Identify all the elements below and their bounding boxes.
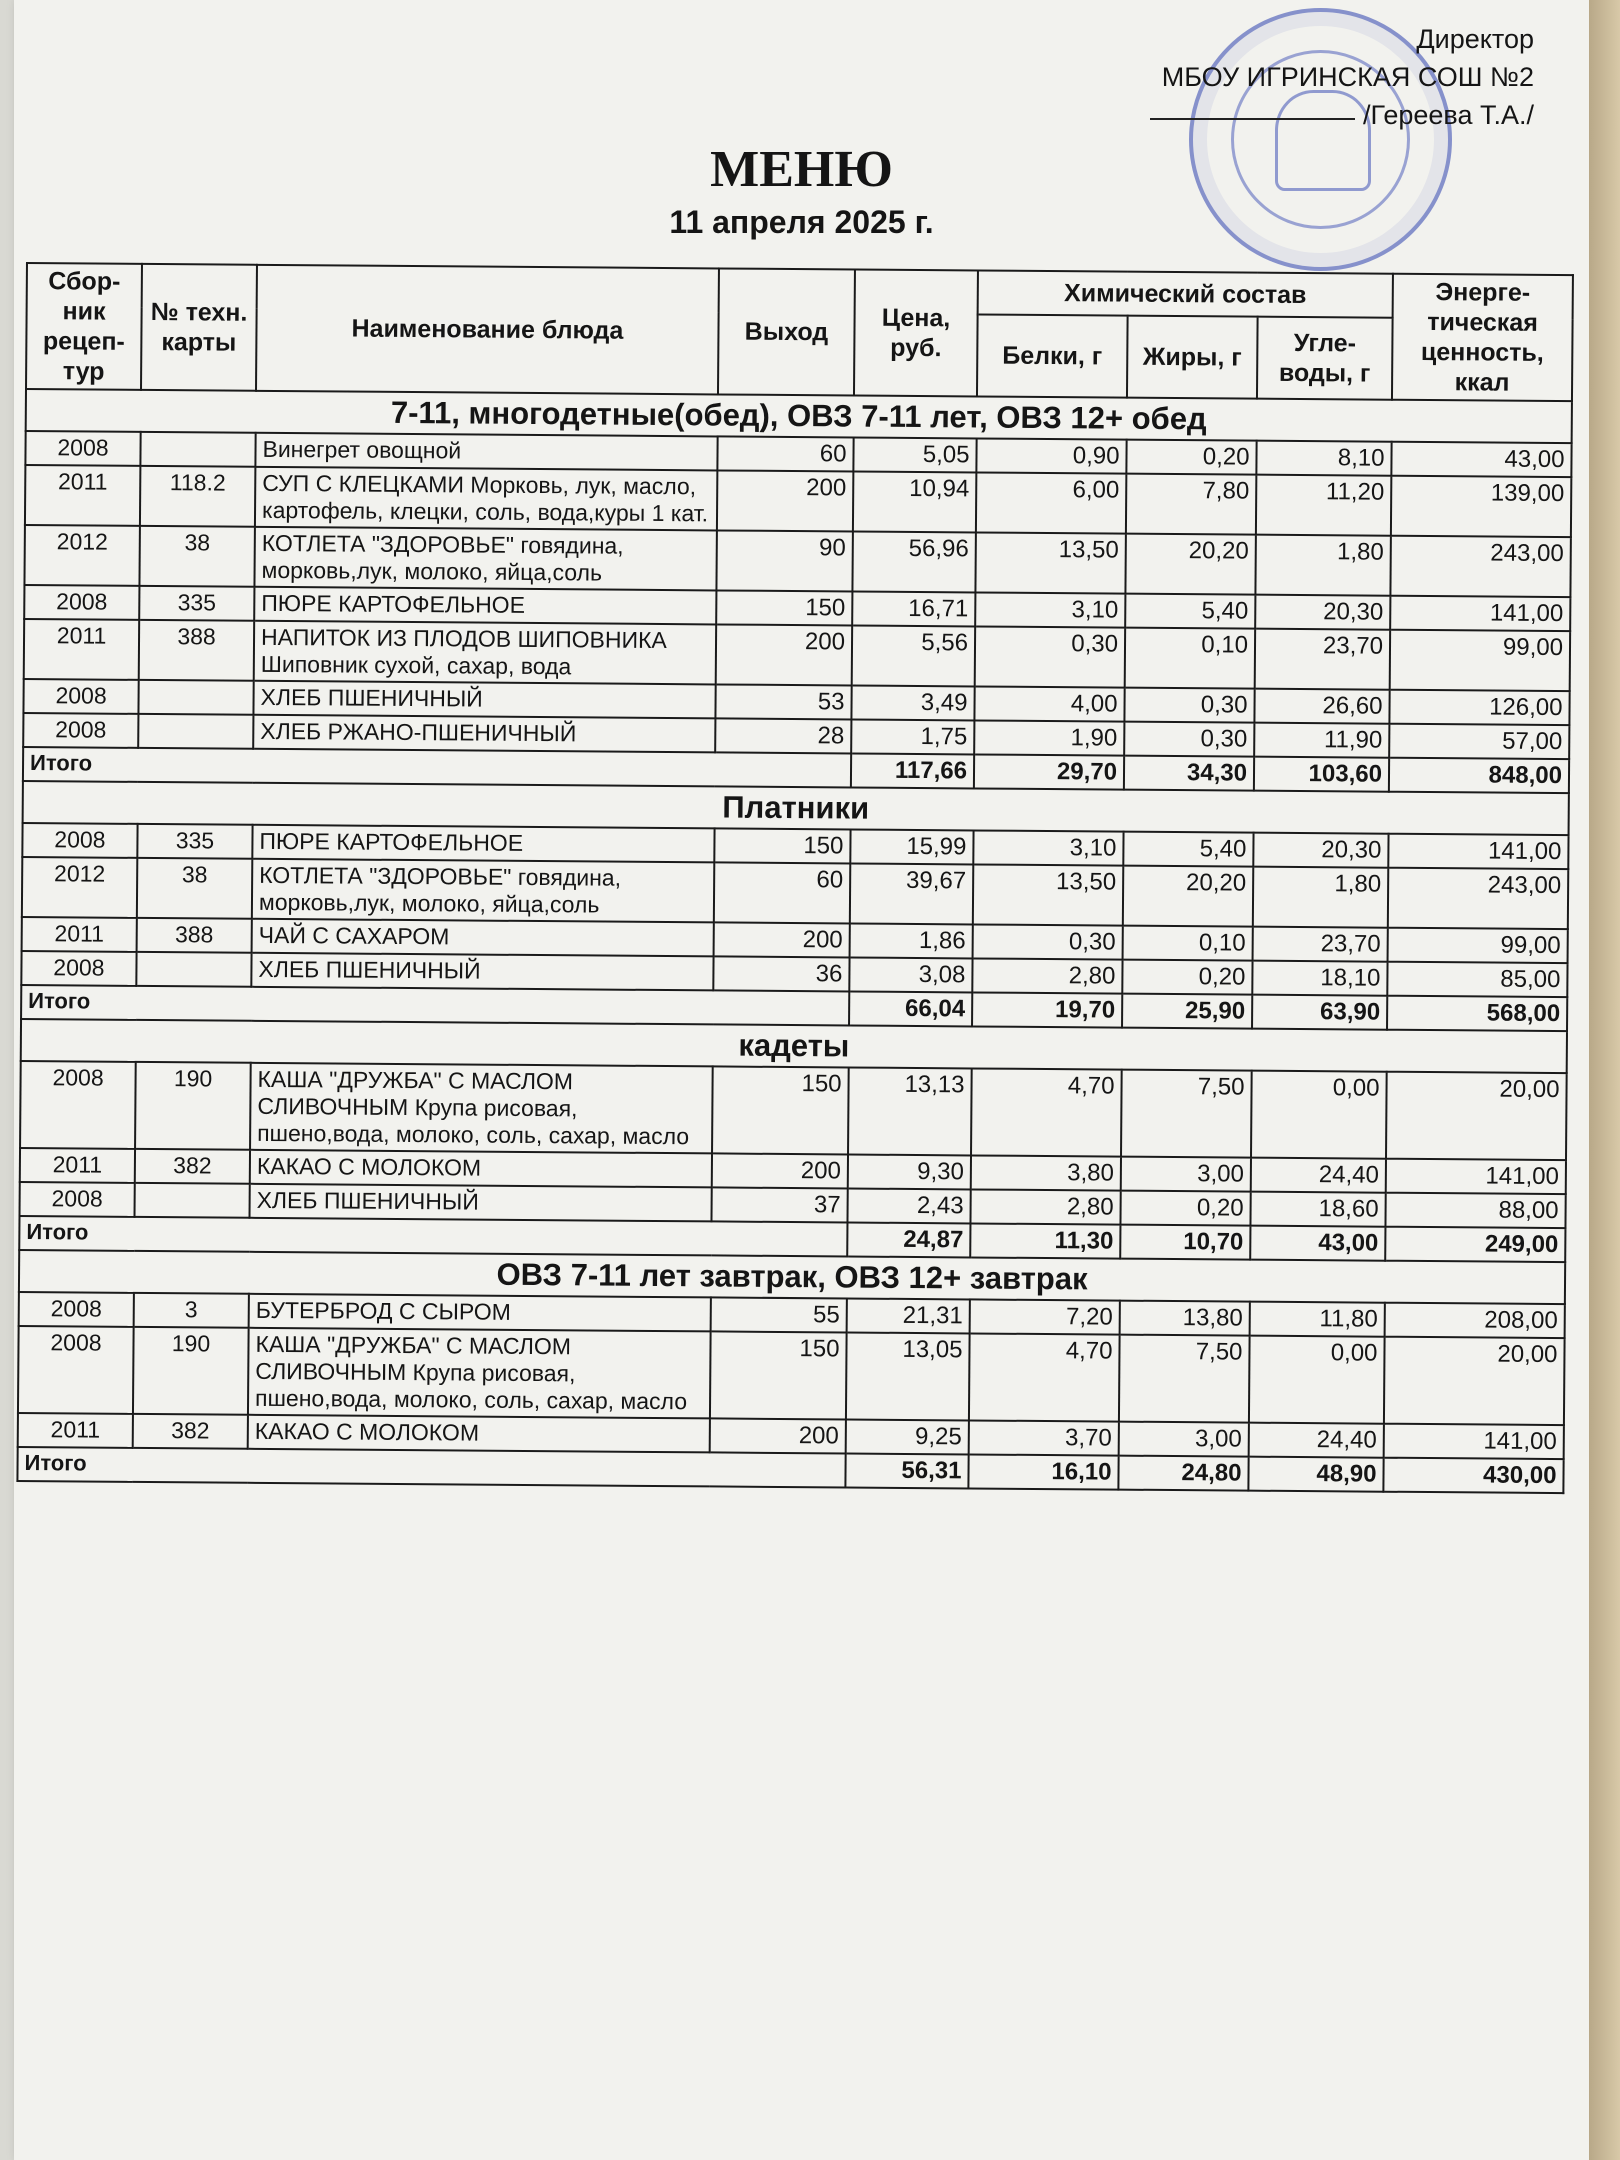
total-carbs: 63,90 [1252, 995, 1387, 1030]
approval-school: МБОУ ИГРИНСКАЯ СОШ №2 [1161, 62, 1534, 92]
dish-energy: 141,00 [1386, 1159, 1566, 1194]
dish-carbs: 0,00 [1249, 1336, 1385, 1424]
header-chem: Химический состав [978, 270, 1393, 318]
tech-card-number: 190 [135, 1062, 251, 1150]
recipe-collection: 2011 [24, 619, 139, 680]
dish-energy: 99,00 [1390, 630, 1570, 691]
menu-sheet [14, 0, 1589, 2160]
total-price: 117,66 [851, 753, 974, 788]
dish-name: КАКАО С МОЛОКОМ [250, 1150, 712, 1188]
dish-price: 1,75 [851, 719, 974, 754]
dish-name: ХЛЕБ ПШЕНИЧНЫЙ [250, 1184, 712, 1222]
tech-card-number: 388 [137, 918, 252, 953]
dish-energy: 243,00 [1390, 536, 1570, 597]
recipe-collection: 2012 [22, 857, 137, 918]
dish-proteins: 0,30 [973, 924, 1123, 959]
dish-yield: 200 [710, 1418, 846, 1453]
dish-carbs: 24,40 [1249, 1423, 1384, 1458]
total-fats: 25,90 [1122, 994, 1252, 1029]
dish-fats: 0,20 [1122, 960, 1252, 995]
dish-carbs: 11,80 [1250, 1302, 1385, 1337]
dish-energy: 20,00 [1384, 1337, 1565, 1425]
dish-price: 16,71 [852, 592, 975, 627]
dish-name: ХЛЕБ РЖАНО-ПШЕНИЧНЫЙ [253, 715, 715, 753]
dish-fats: 3,00 [1121, 1157, 1251, 1192]
tech-card-number: 335 [137, 824, 252, 859]
dish-name: КОТЛЕТА "ЗДОРОВЬЕ" говядина, морковь,лук, молоко, яйца,соль [252, 859, 714, 923]
dish-proteins: 3,10 [975, 592, 1125, 627]
dish-name: КАША "ДРУЖБА" С МАСЛОМ СЛИВОЧНЫМ Крупа рисовая, пшено,вода, молоко, соль, сахар, масло [250, 1063, 713, 1154]
dish-energy: 141,00 [1388, 834, 1568, 869]
dish-carbs: 1,80 [1255, 535, 1390, 596]
dish-name: Винегрет овощной [255, 433, 717, 471]
page-title: МЕНЮ [710, 141, 893, 198]
header-proteins: Белки, г [977, 315, 1128, 398]
recipe-collection: 2008 [23, 679, 138, 714]
total-price: 56,31 [845, 1453, 968, 1488]
tech-card-number: 3 [134, 1293, 249, 1328]
dish-name: КОТЛЕТА "ЗДОРОВЬЕ" говядина, морковь,лук, молоко, яйца,соль [254, 527, 716, 591]
dish-price: 5,05 [853, 438, 976, 473]
dish-carbs: 24,40 [1251, 1158, 1386, 1193]
dish-name: ЧАЙ С САХАРОМ [252, 919, 714, 957]
header-energy: Энерге-тическая ценность, ккал [1392, 274, 1573, 401]
dish-energy: 85,00 [1387, 962, 1567, 997]
recipe-collection: 2008 [19, 1292, 134, 1327]
dish-carbs: 8,10 [1256, 441, 1391, 476]
dish-fats: 0,10 [1123, 926, 1253, 961]
dish-price: 9,30 [848, 1154, 971, 1189]
desk-edge [1589, 0, 1620, 2160]
total-energy: 249,00 [1385, 1227, 1565, 1262]
dish-proteins: 3,80 [971, 1155, 1121, 1190]
recipe-collection: 2008 [20, 1061, 136, 1149]
dish-yield: 53 [715, 684, 851, 719]
dish-name: ПЮРЕ КАРТОФЕЛЬНОЕ [254, 587, 716, 625]
header-carbs: Угле-воды, г [1257, 317, 1393, 400]
dish-proteins: 0,30 [975, 626, 1125, 687]
dish-energy: 57,00 [1389, 724, 1569, 759]
dish-yield: 36 [713, 956, 849, 991]
dish-proteins: 1,90 [974, 720, 1124, 755]
dish-name: НАПИТОК ИЗ ПЛОДОВ ШИПОВНИКА Шиповник сухой, сахар, вода [254, 621, 716, 685]
total-proteins: 16,10 [968, 1454, 1118, 1489]
dish-yield: 200 [717, 470, 853, 531]
dish-energy: 141,00 [1384, 1424, 1564, 1459]
total-fats: 34,30 [1124, 756, 1254, 791]
dish-energy: 243,00 [1388, 868, 1568, 929]
recipe-collection: 2008 [21, 951, 136, 986]
signature-line [1150, 118, 1355, 120]
total-energy: 848,00 [1389, 758, 1569, 793]
dish-yield: 150 [714, 828, 850, 863]
header-name: Наименование блюда [256, 265, 719, 395]
header-card: № техн. карты [141, 264, 257, 391]
dish-fats: 7,80 [1126, 474, 1256, 535]
tech-card-number: 382 [133, 1414, 248, 1449]
total-label: Итого [23, 747, 851, 788]
dish-name: КАКАО С МОЛОКОМ [248, 1415, 710, 1453]
dish-fats: 0,20 [1126, 440, 1256, 475]
dish-fats: 0,30 [1124, 688, 1254, 723]
dish-proteins: 13,50 [975, 532, 1125, 593]
dish-name: ПЮРЕ КАРТОФЕЛЬНОЕ [252, 825, 714, 863]
dish-price: 2,43 [847, 1188, 970, 1223]
tech-card-number: 38 [139, 526, 254, 587]
dish-yield: 150 [710, 1331, 847, 1419]
dish-carbs: 1,80 [1253, 867, 1388, 928]
total-fats: 10,70 [1120, 1225, 1250, 1260]
dish-price: 5,56 [852, 625, 975, 686]
dish-name: ХЛЕБ ПШЕНИЧНЫЙ [253, 681, 715, 719]
dish-carbs: 20,30 [1253, 833, 1388, 868]
total-label: Итого [19, 1216, 847, 1257]
section-title: кадеты [21, 1019, 1567, 1073]
dish-carbs: 11,20 [1256, 475, 1391, 536]
total-carbs: 48,90 [1248, 1457, 1383, 1492]
dish-energy: 20,00 [1386, 1072, 1567, 1160]
dish-yield: 200 [716, 624, 852, 685]
approval-signature: /Гереева Т.А./ [1363, 100, 1534, 130]
recipe-collection: 2011 [18, 1413, 133, 1448]
dish-price: 15,99 [850, 829, 973, 864]
dish-price: 3,08 [849, 957, 972, 992]
header-collection: Сбор-ник рецеп-тур [26, 263, 142, 390]
dish-proteins: 4,70 [971, 1068, 1122, 1156]
dish-energy: 141,00 [1390, 596, 1570, 631]
dish-fats: 20,20 [1125, 534, 1255, 595]
total-fats: 24,80 [1118, 1456, 1248, 1491]
recipe-collection: 2008 [23, 713, 138, 748]
dish-carbs: 0,00 [1251, 1071, 1387, 1159]
approval-position: Директор [1416, 24, 1534, 54]
total-proteins: 29,70 [974, 754, 1124, 789]
dish-yield: 37 [711, 1187, 847, 1222]
dish-yield: 60 [714, 862, 850, 923]
dish-proteins: 3,10 [973, 830, 1123, 865]
dish-carbs: 23,70 [1253, 927, 1388, 962]
menu-table [16, 262, 1574, 1494]
dish-yield: 200 [714, 922, 850, 957]
dish-proteins: 6,00 [976, 472, 1126, 533]
dish-energy: 43,00 [1391, 442, 1571, 477]
dish-carbs: 23,70 [1255, 629, 1390, 690]
total-proteins: 11,30 [970, 1223, 1120, 1258]
dish-carbs: 11,90 [1254, 723, 1389, 758]
dish-proteins: 0,90 [976, 438, 1126, 473]
dish-price: 56,96 [852, 532, 975, 593]
dish-fats: 5,40 [1125, 594, 1255, 629]
dish-fats: 20,20 [1123, 866, 1253, 927]
tech-card-number: 118.2 [140, 466, 255, 527]
header-row [27, 263, 1573, 320]
recipe-collection: 2011 [22, 917, 137, 952]
dish-energy: 99,00 [1388, 928, 1568, 963]
table-row [20, 1061, 1567, 1160]
dish-yield: 150 [716, 590, 852, 625]
total-energy: 430,00 [1383, 1458, 1563, 1493]
dish-name: ХЛЕБ ПШЕНИЧНЫЙ [251, 953, 713, 991]
recipe-collection: 2008 [18, 1326, 134, 1414]
dish-fats: 13,80 [1120, 1301, 1250, 1336]
dish-name: СУП С КЛЕЦКАМИ Морковь, лук, масло, картофель, клецки, соль, вода,куры 1 кат. [255, 467, 717, 531]
total-carbs: 103,60 [1254, 757, 1389, 792]
dish-proteins: 4,70 [969, 1333, 1120, 1421]
tech-card-number [138, 680, 253, 715]
dish-proteins: 2,80 [972, 958, 1122, 993]
dish-fats: 3,00 [1119, 1422, 1249, 1457]
dish-price: 10,94 [853, 472, 976, 533]
dish-proteins: 2,80 [970, 1189, 1120, 1224]
dish-price: 39,67 [850, 863, 973, 924]
tech-card-number [140, 432, 255, 467]
recipe-collection: 2011 [20, 1148, 135, 1183]
dish-fats: 0,20 [1120, 1191, 1250, 1226]
dish-fats: 7,50 [1119, 1335, 1250, 1423]
dish-yield: 60 [717, 436, 853, 471]
dish-price: 13,13 [848, 1067, 972, 1155]
dish-price: 13,05 [846, 1332, 970, 1420]
dish-energy: 139,00 [1391, 476, 1571, 537]
dish-carbs: 18,10 [1252, 961, 1387, 996]
total-carbs: 43,00 [1250, 1226, 1385, 1261]
header-fats: Жиры, г [1127, 316, 1258, 399]
dish-price: 21,31 [847, 1298, 970, 1333]
section-title: Платники [23, 781, 1569, 835]
total-label: Итого [17, 1447, 845, 1488]
dish-proteins: 4,00 [974, 686, 1124, 721]
tech-card-number: 335 [139, 586, 254, 621]
total-energy: 568,00 [1387, 996, 1567, 1031]
menu-date: 11 апреля 2025 г. [669, 204, 934, 240]
dish-energy: 208,00 [1385, 1303, 1565, 1338]
dish-carbs: 18,60 [1250, 1192, 1385, 1227]
dish-yield: 28 [715, 718, 851, 753]
dish-fats: 0,10 [1125, 628, 1255, 689]
tech-card-number [135, 1183, 250, 1218]
dish-fats: 0,30 [1124, 722, 1254, 757]
section-title: 7-11, многодетные(обед), ОВЗ 7-11 лет, ОВЗ 12+ обед [26, 389, 1572, 443]
dish-proteins: 3,70 [969, 1420, 1119, 1455]
dish-fats: 5,40 [1123, 832, 1253, 867]
dish-proteins: 7,20 [970, 1299, 1120, 1334]
tech-card-number [138, 714, 253, 749]
recipe-collection: 2012 [24, 525, 139, 586]
dish-yield: 150 [712, 1066, 849, 1154]
dish-price: 1,86 [850, 923, 973, 958]
tech-card-number [136, 952, 251, 987]
menu-body [17, 389, 1572, 1493]
approval-block [1150, 20, 1534, 134]
recipe-collection: 2008 [24, 585, 139, 620]
table-row [18, 1326, 1565, 1425]
recipe-collection: 2008 [22, 823, 137, 858]
dish-name: КАША "ДРУЖБА" С МАСЛОМ СЛИВОЧНЫМ Крупа рисовая, пшено,вода, молоко, соль, сахар, масло [248, 1328, 711, 1419]
total-proteins: 19,70 [972, 992, 1122, 1027]
dish-carbs: 26,60 [1254, 689, 1389, 724]
dish-fats: 7,50 [1121, 1070, 1252, 1158]
recipe-collection: 2011 [25, 465, 140, 526]
tech-card-number: 38 [137, 858, 252, 919]
header-yield: Выход [718, 268, 855, 395]
recipe-collection: 2008 [20, 1182, 135, 1217]
tech-card-number: 190 [133, 1327, 249, 1415]
dish-yield: 90 [716, 530, 852, 591]
tech-card-number: 388 [139, 620, 254, 681]
total-price: 66,04 [849, 991, 972, 1026]
dish-proteins: 13,50 [973, 864, 1123, 925]
dish-energy: 88,00 [1385, 1193, 1565, 1228]
section-title: ОВЗ 7-11 лет завтрак, ОВЗ 12+ завтрак [19, 1250, 1565, 1304]
dish-energy: 126,00 [1389, 690, 1569, 725]
total-price: 24,87 [847, 1222, 970, 1257]
dish-price: 3,49 [851, 685, 974, 720]
dish-carbs: 20,30 [1255, 595, 1390, 630]
tech-card-number: 382 [135, 1149, 250, 1184]
dish-yield: 200 [712, 1153, 848, 1188]
dish-name: БУТЕРБРОД С СЫРОМ [249, 1294, 711, 1332]
total-label: Итого [21, 985, 849, 1026]
header-price: Цена, руб. [854, 270, 978, 397]
dish-price: 9,25 [846, 1419, 969, 1454]
recipe-collection: 2008 [25, 431, 140, 466]
dish-yield: 55 [711, 1297, 847, 1332]
